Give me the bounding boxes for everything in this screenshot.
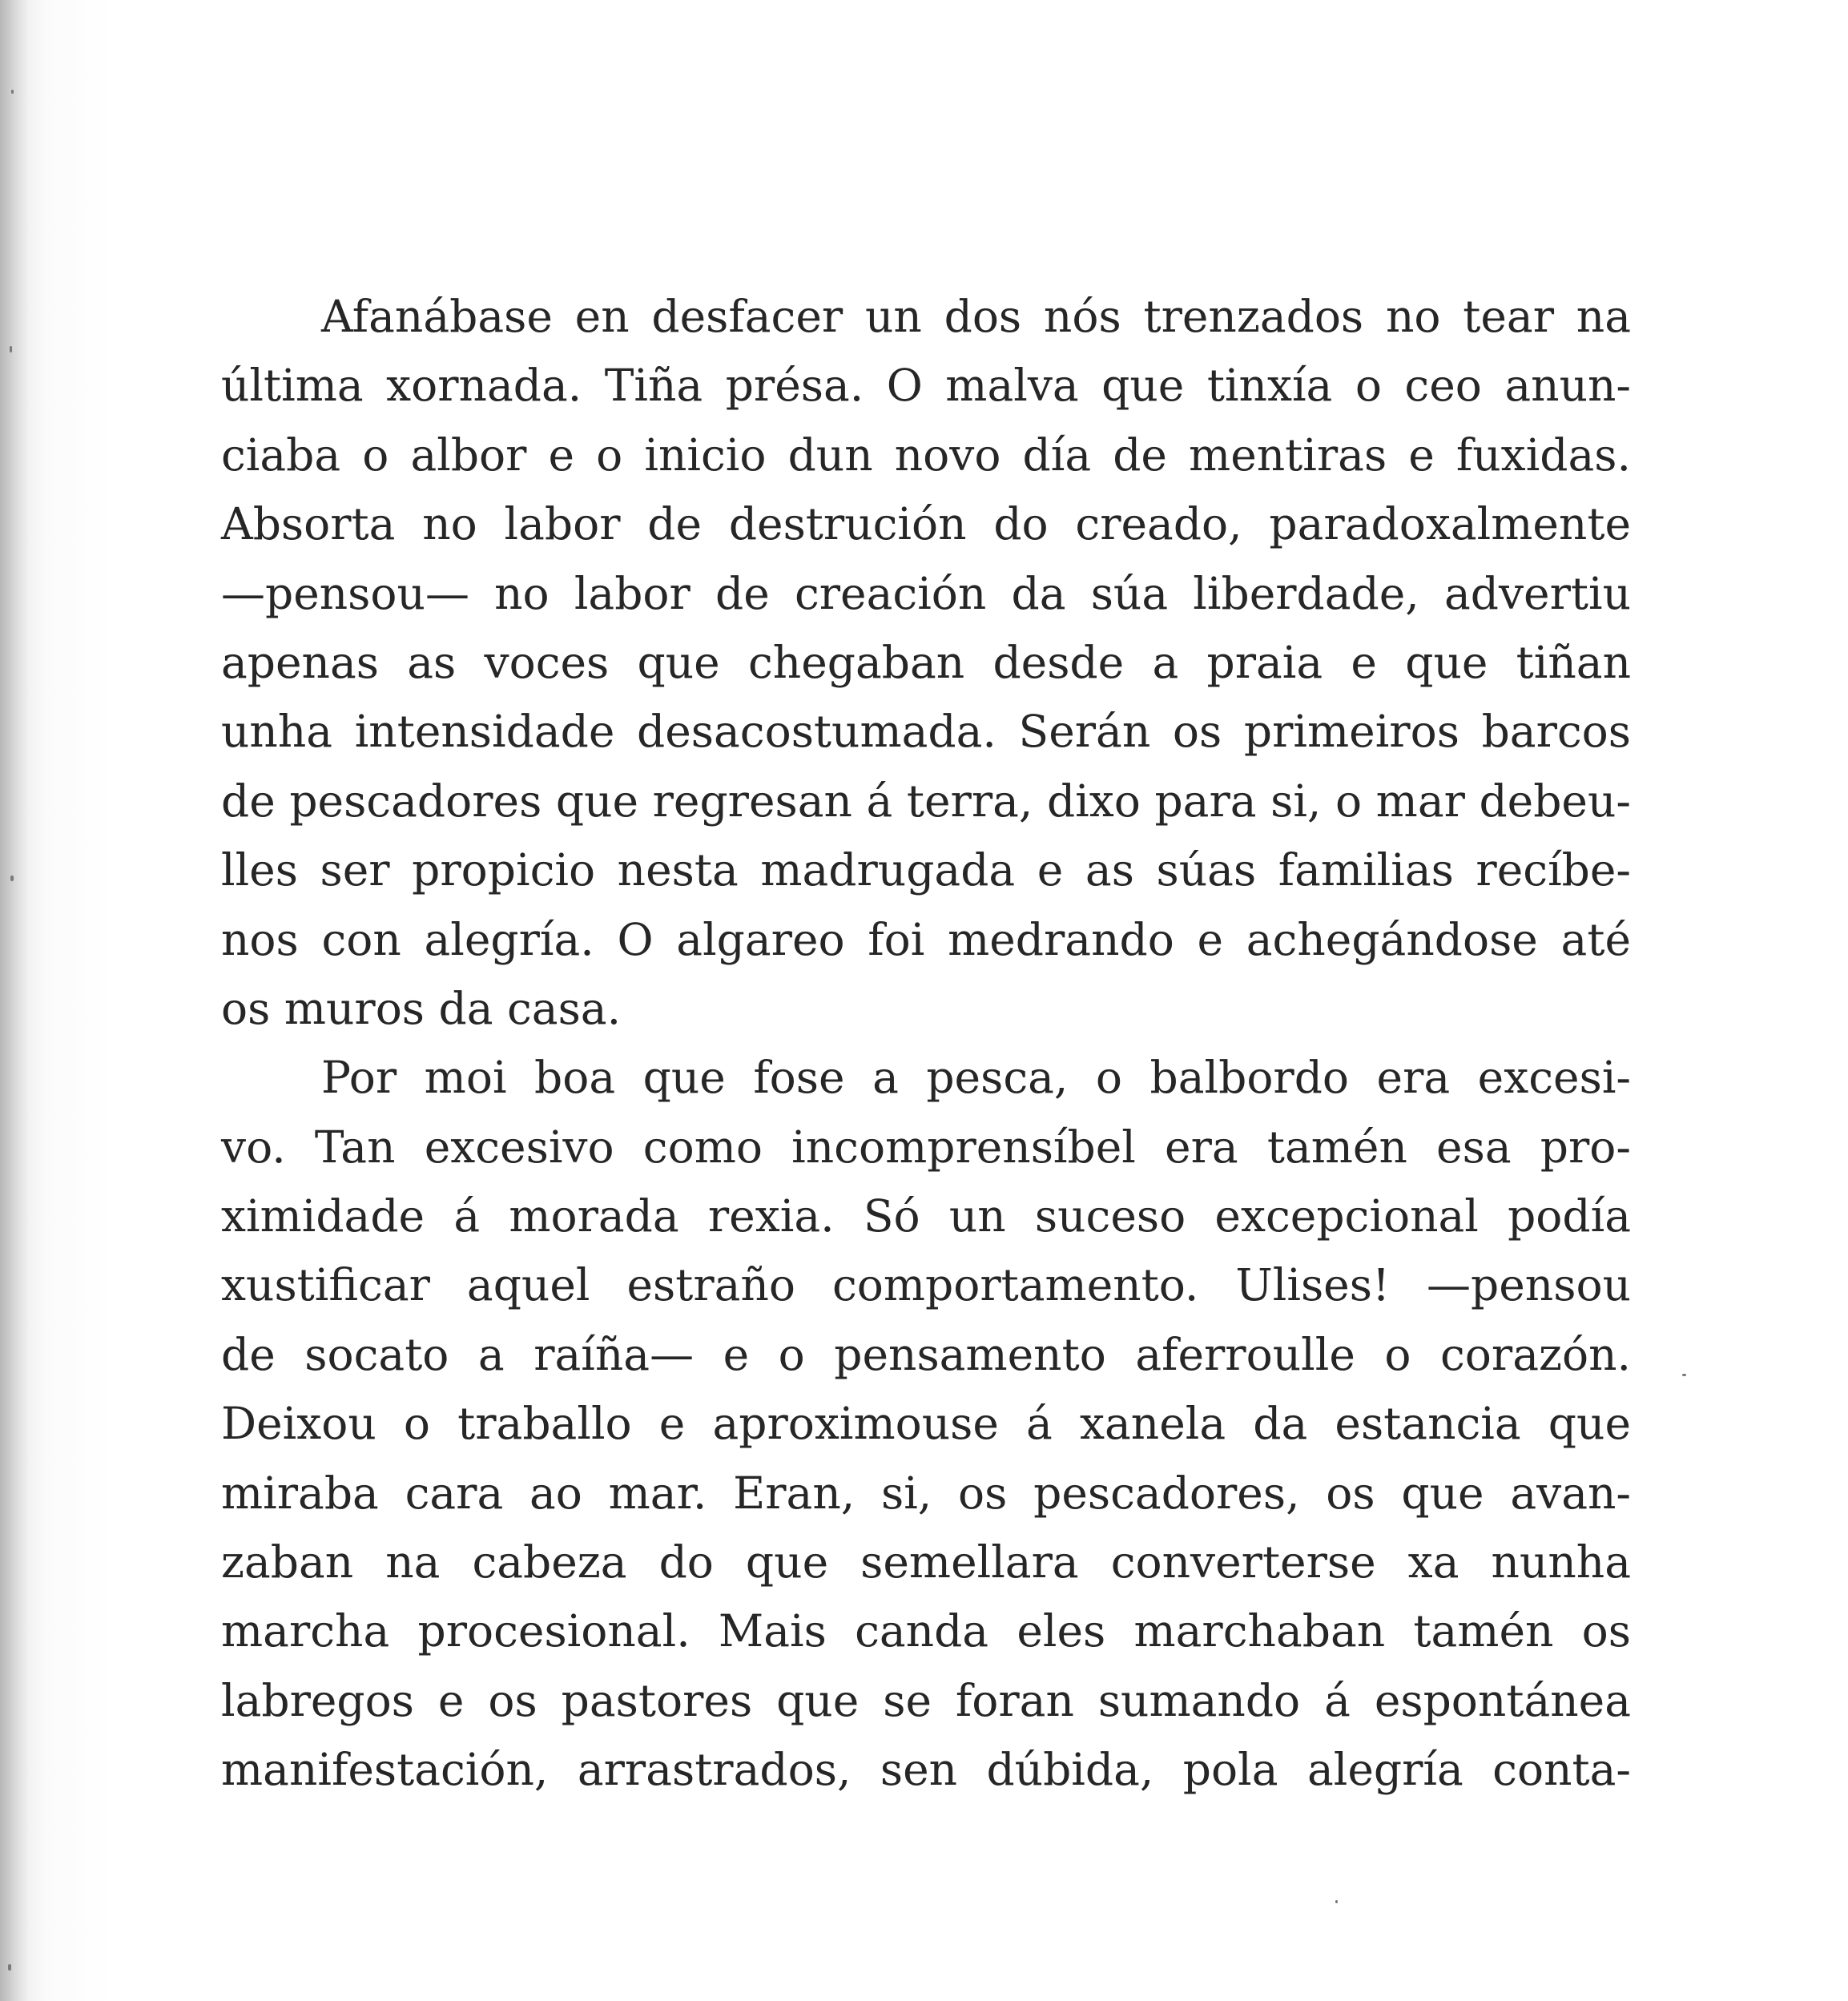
text-line: apenas as voces que chegaban desde a praia e que tiñan bbox=[221, 636, 1631, 688]
text-line: —pensou— no labor de creación da súa liberdade, advertiu bbox=[221, 567, 1631, 619]
text-line: marcha procesional. Mais canda eles marchaban tamén os bbox=[221, 1605, 1631, 1657]
text-line: de pescadores que regresan á terra, dixo para si, o mar debeu- bbox=[221, 775, 1631, 827]
text-line: Deixou o traballo e aproximouse á xanela da estancia que bbox=[221, 1398, 1631, 1450]
text-line: zaban na cabeza do que semellara converterse xa nunha bbox=[221, 1536, 1631, 1588]
text-line: Absorta no labor de destrución do creado, paradoxalmente bbox=[221, 498, 1631, 550]
paper-speck bbox=[1335, 1900, 1338, 1903]
text-line: última xornada. Tiña présa. O malva que tinxía o ceo anun- bbox=[221, 360, 1631, 412]
body-text bbox=[221, 282, 1631, 1805]
text-line: ciaba o albor e o inicio dun novo día de mentiras e fuxidas. bbox=[221, 429, 1631, 481]
paragraph-2 bbox=[221, 1043, 1631, 1804]
text-line: Afanábase en desfacer un dos nós trenzados no tear na bbox=[321, 291, 1631, 342]
text-line: Por moi boa que fose a pesca, o balbordo era excesi- bbox=[321, 1052, 1631, 1104]
paper-speck bbox=[10, 346, 12, 352]
text-line: os muros da casa. bbox=[221, 982, 622, 1034]
text-line: xustificar aquel estraño comportamento. Ulises! —pensou bbox=[221, 1259, 1631, 1311]
paper-speck bbox=[11, 90, 14, 94]
page-gutter-shadow bbox=[0, 0, 29, 2001]
text-line: vo. Tan excesivo como incomprensíbel era tamén esa pro- bbox=[221, 1121, 1631, 1173]
paper-speck bbox=[1682, 1374, 1686, 1376]
paper-speck bbox=[10, 876, 14, 881]
text-line: miraba cara ao mar. Eran, si, os pescadores, os que avan- bbox=[221, 1467, 1631, 1519]
text-line: de socato a raíña— e o pensamento aferroulle o corazón. bbox=[221, 1328, 1631, 1380]
text-line: manifestación, arrastrados, sen dúbida, pola alegría conta- bbox=[221, 1744, 1631, 1796]
text-line: ximidade á morada rexia. Só un suceso excepcional podía bbox=[221, 1190, 1631, 1242]
paper-speck bbox=[8, 1964, 11, 1971]
paragraph-1 bbox=[221, 282, 1631, 1043]
text-line: unha intensidade desacostumada. Serán os primeiros barcos bbox=[221, 706, 1631, 758]
text-line: nos con alegría. O algareo foi medrando e achegándose até bbox=[221, 913, 1631, 965]
text-line: labregos e os pastores que se foran sumando á espontánea bbox=[221, 1674, 1631, 1726]
text-line: lles ser propicio nesta madrugada e as súas familias recíbe- bbox=[221, 844, 1631, 896]
